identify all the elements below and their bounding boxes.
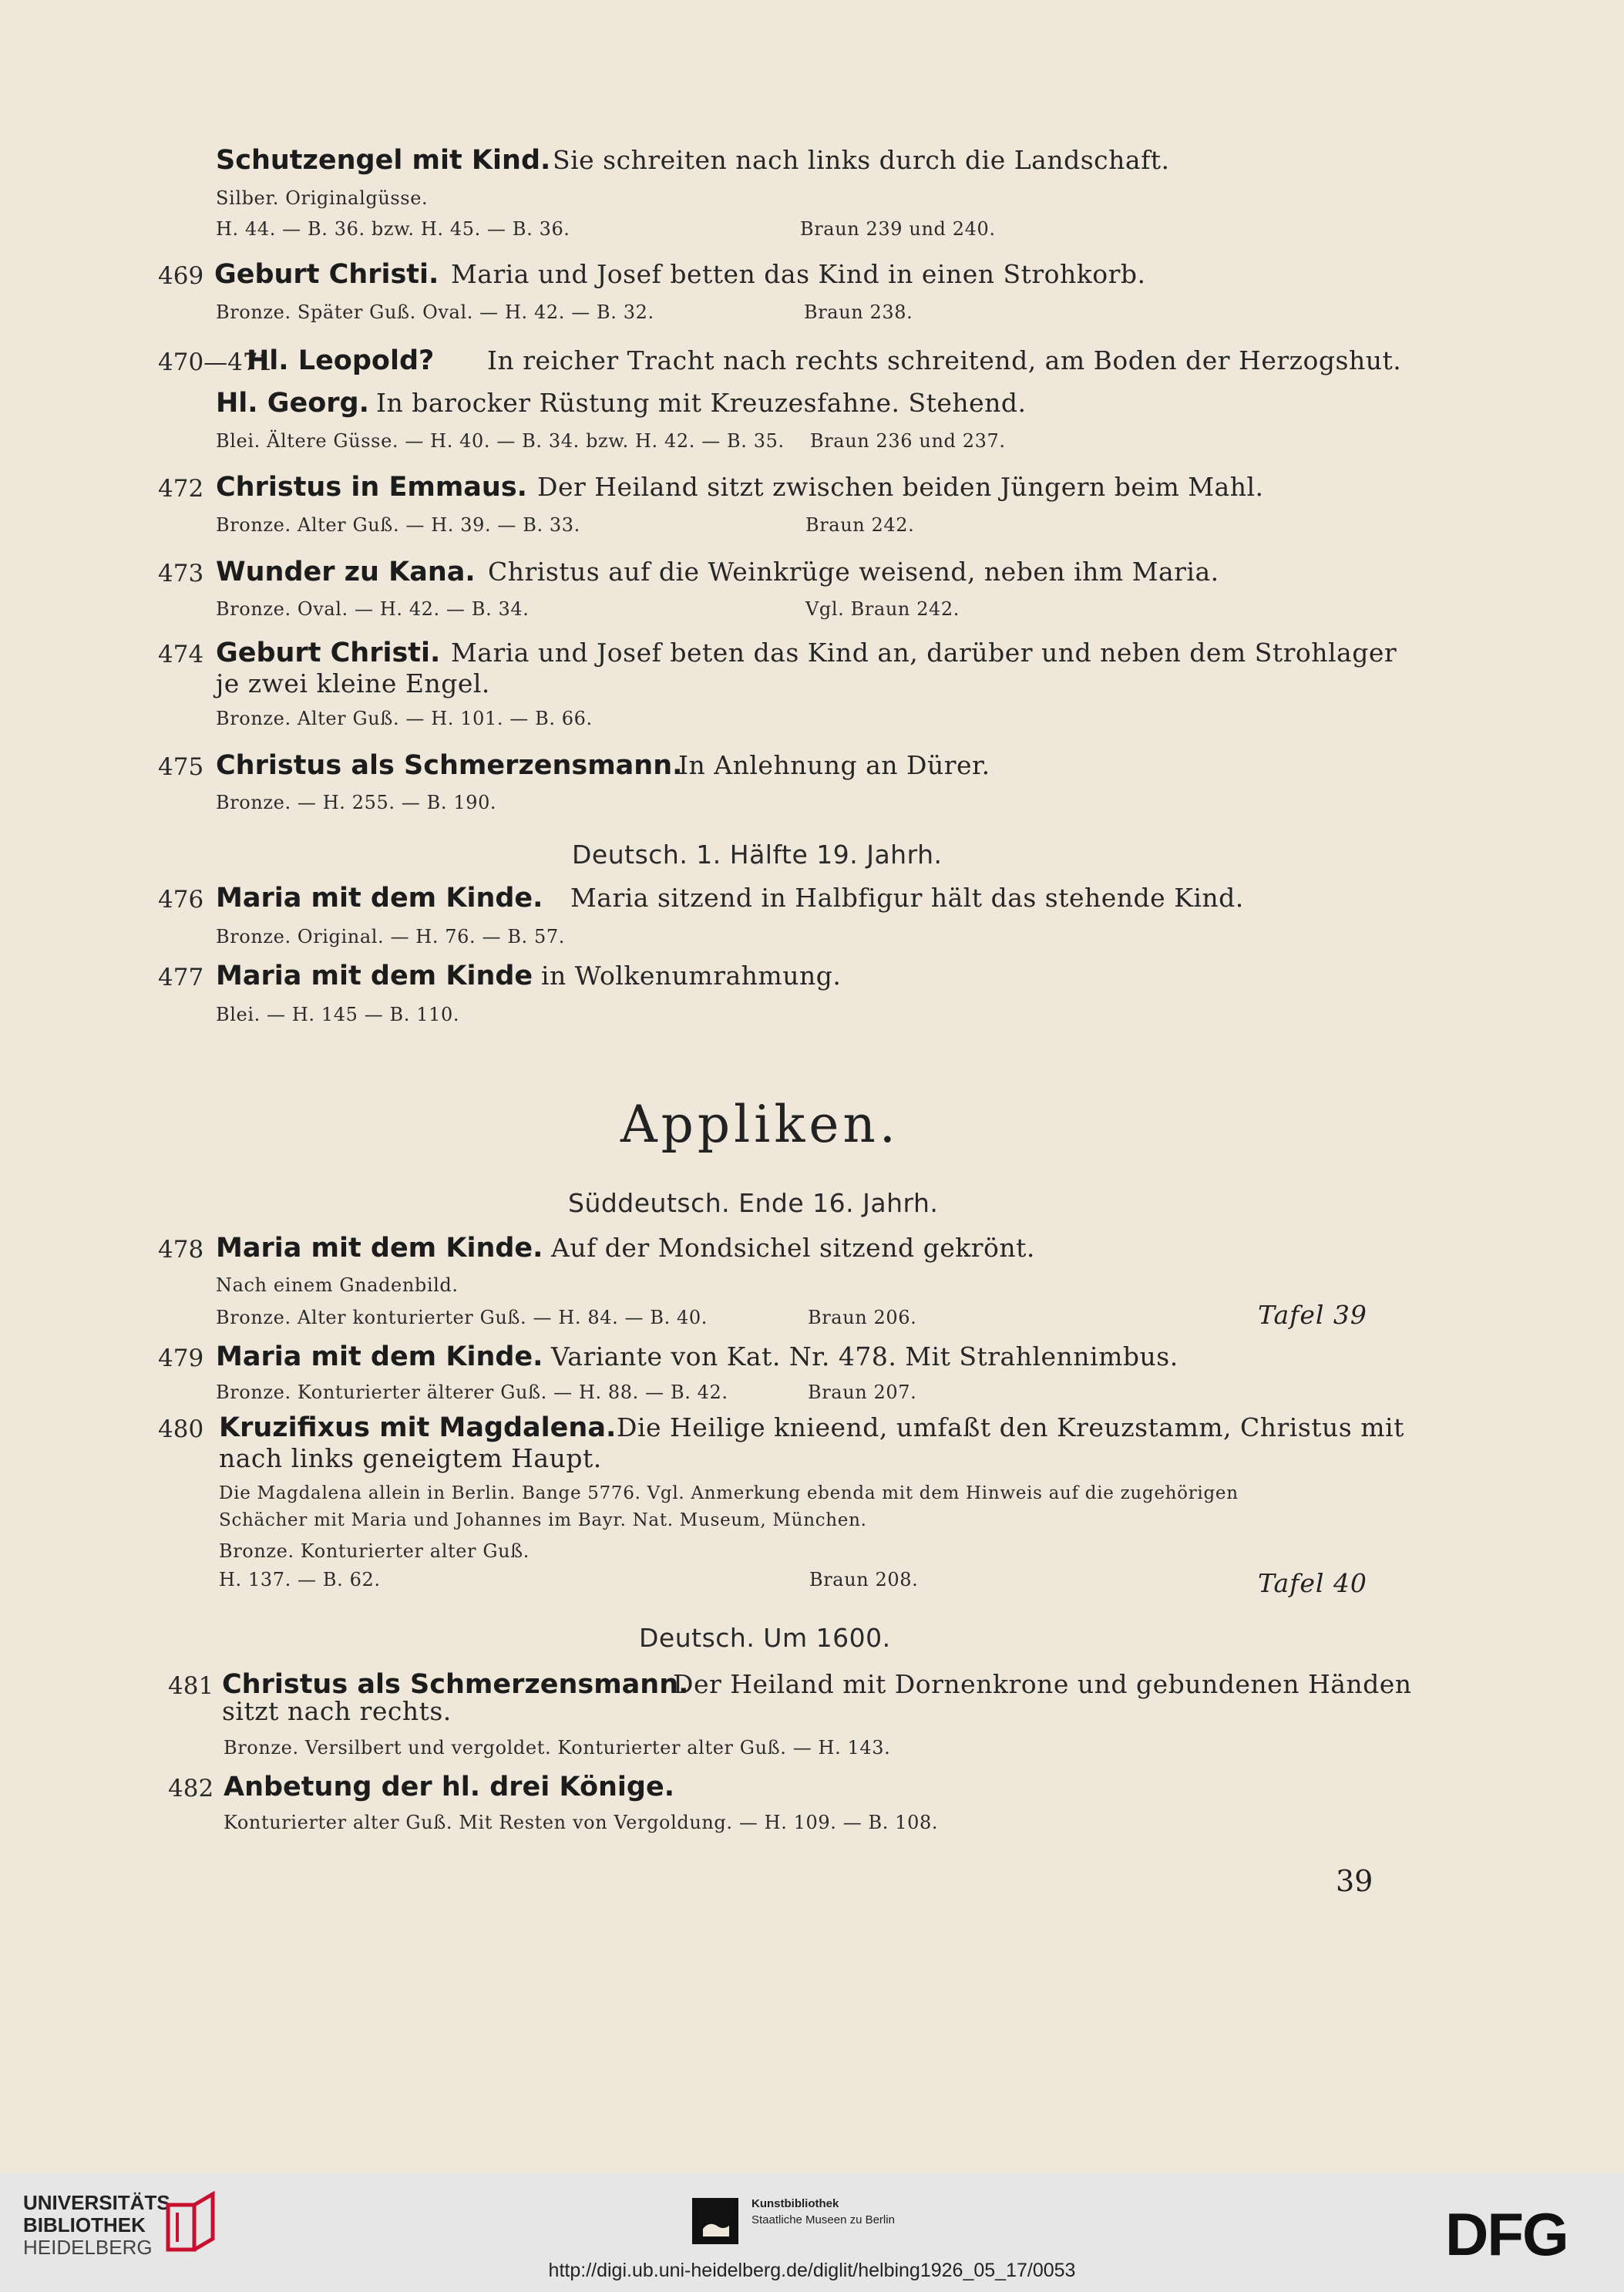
- kunstbibliothek-label: [751, 2196, 895, 2228]
- entry-description: nach links geneigtem Haupt.: [219, 1443, 602, 1473]
- entry-title: Wunder zu Kana.: [216, 557, 476, 587]
- entry-description: In Anlehnung an Dürer.: [678, 750, 990, 780]
- entry-number: 474: [158, 641, 204, 668]
- entry-number: 473: [158, 560, 204, 587]
- entry-braun: Braun 236 und 237.: [810, 430, 1006, 452]
- entry-detail: Bronze. Konturierter älterer Guß. — H. 88. — B. 42.: [216, 1382, 728, 1403]
- entry-title: Christus als Schmerzensmann.: [216, 750, 683, 781]
- entry-braun: Braun 208.: [809, 1569, 919, 1590]
- entry-number: 477: [158, 964, 204, 991]
- entry-detail: Bronze. Konturierter alter Guß.: [219, 1540, 530, 1562]
- entry-description: Sie schreiten nach links durch die Landschaft.: [553, 145, 1170, 175]
- entry-title: Geburt Christi.: [214, 259, 439, 290]
- entry-braun: Vgl. Braun 242.: [805, 598, 960, 620]
- entry-description: Die Heilige knieend, umfaßt den Kreuzstamm, Christus mit: [617, 1412, 1404, 1442]
- entry-detail: Blei. — H. 145 — B. 110.: [216, 1004, 460, 1025]
- entry-detail: Bronze. — H. 255. — B. 190.: [216, 792, 497, 813]
- entry-description: Maria sitzend in Halbfigur hält das stehende Kind.: [570, 883, 1244, 913]
- entry-title: Anbetung der hl. drei Könige.: [224, 1772, 675, 1802]
- dfg-logo: DFG: [1445, 2200, 1568, 2268]
- logo-text-line: UNIVERSITÄTS-: [23, 2191, 177, 2214]
- entry-description: In barocker Rüstung mit Kreuzesfahne. Stehend.: [376, 388, 1027, 418]
- kunst-line: Staatliche Museen zu Berlin: [751, 2213, 895, 2226]
- entry-description: Der Heiland mit Dornenkrone und gebundenen Händen: [673, 1669, 1412, 1699]
- entry-number: 478: [158, 1236, 204, 1264]
- entry-title: Christus in Emmaus.: [216, 472, 527, 503]
- entry-title: Kruzifixus mit Magdalena.: [219, 1412, 617, 1443]
- entry-number: 481: [168, 1672, 214, 1700]
- section-heading: Deutsch. Um 1600.: [639, 1623, 891, 1653]
- kunstbibliothek-logo-icon: [692, 2198, 738, 2244]
- entry-number: 470—471: [158, 348, 274, 376]
- entry-title: Hl. Leopold?: [247, 345, 435, 376]
- entry-description: Der Heiland sitzt zwischen beiden Jüngern beim Mahl.: [537, 472, 1264, 502]
- entry-title: Maria mit dem Kinde.: [216, 883, 543, 914]
- source-url-link[interactable]: http://digi.ub.uni-heidelberg.de/diglit/helbing1926_05_17/0053: [548, 2260, 1076, 2281]
- page-number: 39: [1336, 1864, 1374, 1898]
- entry-detail: Blei. Ältere Güsse. — H. 40. — B. 34. bzw. H. 42. — B. 35.: [216, 430, 785, 452]
- entry-number: 479: [158, 1345, 204, 1372]
- entry-title: Christus als Schmerzensmann.: [222, 1669, 689, 1700]
- entry-detail: Bronze. Versilbert und vergoldet. Konturierter alter Guß. — H. 143.: [224, 1737, 891, 1759]
- entry-number: 469: [158, 262, 204, 290]
- entry-description: Maria und Josef betten das Kind in einen Strohkorb.: [451, 259, 1146, 289]
- entry-title: Hl. Georg.: [216, 388, 369, 419]
- entry-detail: Nach einem Gnadenbild.: [216, 1274, 459, 1296]
- entry-number: 482: [168, 1775, 214, 1802]
- entry-braun: Braun 238.: [804, 301, 913, 323]
- entry-number: 480: [158, 1415, 204, 1443]
- entry-description: sitzt nach rechts.: [222, 1696, 452, 1726]
- entry-title: Maria mit dem Kinde.: [216, 1341, 543, 1372]
- logo-text-line: HEIDELBERG: [23, 2236, 153, 2259]
- entry-note: Die Magdalena allein in Berlin. Bange 5776. Vgl. Anmerkung ebenda mit dem Hinweis auf die zugehörigen: [219, 1483, 1239, 1503]
- entry-description: Auf der Mondsichel sitzend gekrönt.: [551, 1233, 1035, 1263]
- entry-detail: H. 137. — B. 62.: [219, 1569, 381, 1590]
- entry-number: 472: [158, 475, 204, 503]
- entry-braun: Braun 242.: [805, 514, 915, 536]
- entry-braun: Braun 207.: [808, 1382, 917, 1403]
- entry-description: In reicher Tracht nach rechts schreitend, am Boden der Herzogshut.: [487, 345, 1402, 375]
- logo-text-line: BIBLIOTHEK: [23, 2213, 146, 2236]
- entry-description: je zwei kleine Engel.: [216, 668, 490, 698]
- entry-number: 476: [158, 886, 204, 914]
- entry-detail: Silber. Originalgüsse.: [216, 187, 429, 209]
- entry-description: Variante von Kat. Nr. 478. Mit Strahlennimbus.: [551, 1341, 1178, 1371]
- section-heading: Deutsch. 1. Hälfte 19. Jahrh.: [572, 840, 943, 870]
- section-heading: Süddeutsch. Ende 16. Jahrh.: [568, 1188, 939, 1218]
- entry-description: Christus auf die Weinkrüge weisend, neben ihm Maria.: [488, 557, 1219, 587]
- entry-detail: Bronze. Alter konturierter Guß. — H. 84. — B. 40.: [216, 1307, 708, 1328]
- entry-detail: Bronze. Alter Guß. — H. 39. — B. 33.: [216, 514, 580, 536]
- plate-reference: Tafel 39: [1258, 1300, 1367, 1330]
- entry-title: Geburt Christi.: [216, 638, 441, 668]
- entry-note: Schächer mit Maria und Johannes im Bayr. Nat. Museum, München.: [219, 1510, 867, 1530]
- entry-detail: Bronze. Oval. — H. 42. — B. 34.: [216, 598, 530, 620]
- university-library-logo: [23, 2192, 177, 2259]
- entry-detail: Konturierter alter Guß. Mit Resten von Vergoldung. — H. 109. — B. 108.: [224, 1812, 939, 1833]
- entry-description: Maria und Josef beten das Kind an, darüber und neben dem Strohlager: [451, 638, 1397, 668]
- entry-title: Maria mit dem Kinde: [216, 961, 533, 991]
- entry-title: Schutzengel mit Kind.: [216, 145, 551, 176]
- university-emblem-icon: [162, 2189, 224, 2254]
- entry-braun: Braun 206.: [808, 1307, 917, 1328]
- entry-braun: Braun 239 und 240.: [800, 218, 996, 240]
- entry-detail: Bronze. Original. — H. 76. — B. 57.: [216, 926, 565, 947]
- entry-detail: H. 44. — B. 36. bzw. H. 45. — B. 36.: [216, 218, 570, 240]
- entry-title: Maria mit dem Kinde.: [216, 1233, 543, 1264]
- chapter-title: Appliken.: [620, 1095, 899, 1154]
- plate-reference: Tafel 40: [1258, 1568, 1367, 1598]
- entry-number: 475: [158, 753, 204, 781]
- kunst-line: Kunstbibliothek: [751, 2197, 839, 2210]
- entry-detail: Bronze. Später Guß. Oval. — H. 42. — B. 32.: [216, 301, 654, 323]
- entry-description: in Wolkenumrahmung.: [541, 961, 842, 991]
- entry-detail: Bronze. Alter Guß. — H. 101. — B. 66.: [216, 708, 593, 729]
